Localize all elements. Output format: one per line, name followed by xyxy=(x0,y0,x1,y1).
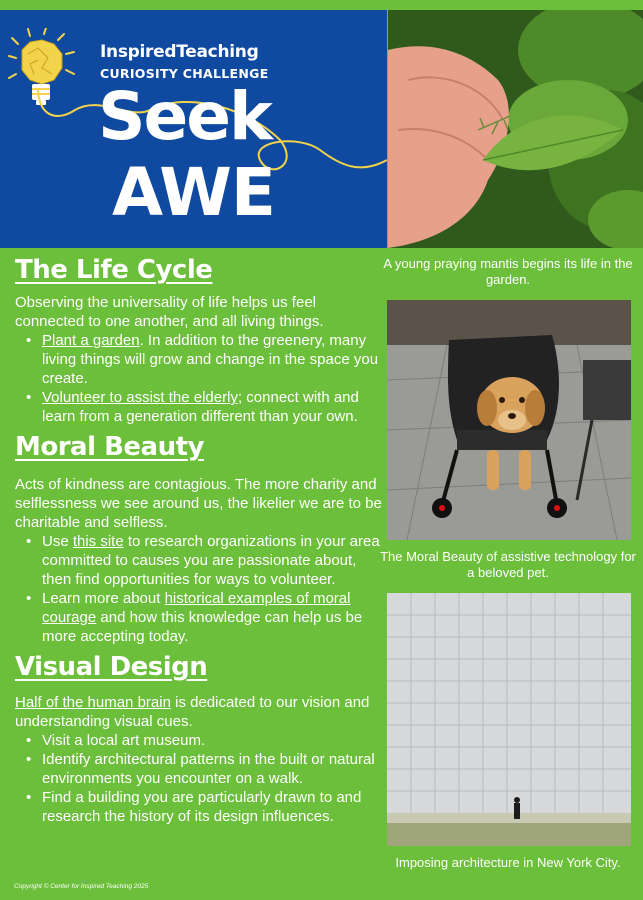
building-photo xyxy=(387,593,631,846)
bullet-list xyxy=(15,331,383,426)
moral-courage-link[interactable]: historical examples of moral courage xyxy=(42,590,351,626)
section-intro-text: is dedicated to our vision and understanding visual cues. xyxy=(15,694,370,730)
title-seek: Seek xyxy=(98,78,271,155)
list-item-text: . In addition to the greenery, many living things will grow and change in the space you create. xyxy=(42,332,379,387)
bullet-list xyxy=(15,532,383,646)
volunteer-elderly-link[interactable]: Volunteer to assist the elderly xyxy=(42,389,238,406)
list-item-text: and how this knowledge can help us be more accepting today. xyxy=(42,609,363,645)
section-title: Moral Beauty xyxy=(15,432,204,462)
mantis-photo xyxy=(388,10,643,248)
header-banner xyxy=(0,10,387,248)
brand-subtitle: CURIOSITY CHALLENGE xyxy=(100,66,269,81)
section-visual-design xyxy=(15,649,383,826)
brand-name: InspiredTeaching xyxy=(100,42,259,62)
list-item-text: Learn more about xyxy=(42,590,165,607)
list-item: • Visit a local art museum. xyxy=(15,731,383,750)
list-item xyxy=(15,532,383,589)
section-title: The Life Cycle xyxy=(15,255,213,285)
list-item-text: Use xyxy=(42,533,73,550)
list-item xyxy=(15,388,383,426)
title-awe: AWE xyxy=(112,154,275,231)
list-item xyxy=(15,589,383,646)
building-caption: Imposing architecture in New York City. xyxy=(395,855,621,870)
dog-caption: The Moral Beauty of assistive technology for a beloved pet. xyxy=(380,549,636,580)
dog-stroller-photo xyxy=(387,300,631,540)
section-life-cycle xyxy=(15,252,383,426)
list-item xyxy=(15,331,383,388)
section-intro xyxy=(15,693,383,731)
section-title: Visual Design xyxy=(15,652,208,682)
list-item-text: ; connect with and learn from a generation different than your own. xyxy=(42,389,359,425)
main-content xyxy=(15,252,383,828)
section-intro: Acts of kindness are contagious. The more charity and selflessness we see around us, the likelier we are to be charitable and selfless. xyxy=(15,476,382,531)
list-item: • Find a building you are particularly drawn to and research the history of its design influences. xyxy=(15,788,383,826)
mantis-caption: A young praying mantis begins its life in the garden. xyxy=(383,256,633,287)
list-item-text: to research organizations in your area committed to causes you are passionate about, then find opportunities for ways to volunteer. xyxy=(42,533,380,588)
human-brain-link[interactable]: Half of the human brain xyxy=(15,694,171,711)
plant-garden-link[interactable]: Plant a garden xyxy=(42,332,140,349)
section-moral-beauty xyxy=(15,429,383,646)
section-intro: Observing the universality of life helps us feel connected to one another, and all living things. xyxy=(15,294,324,330)
bullet-list xyxy=(15,731,383,826)
copyright-notice: Copyright © Center for Inspired Teaching 2025 xyxy=(14,883,149,890)
this-site-link[interactable]: this site xyxy=(72,533,124,550)
top-strip xyxy=(0,0,643,10)
list-item: • Identify architectural patterns in the built or natural environments you encounter on a walk. xyxy=(15,750,383,788)
